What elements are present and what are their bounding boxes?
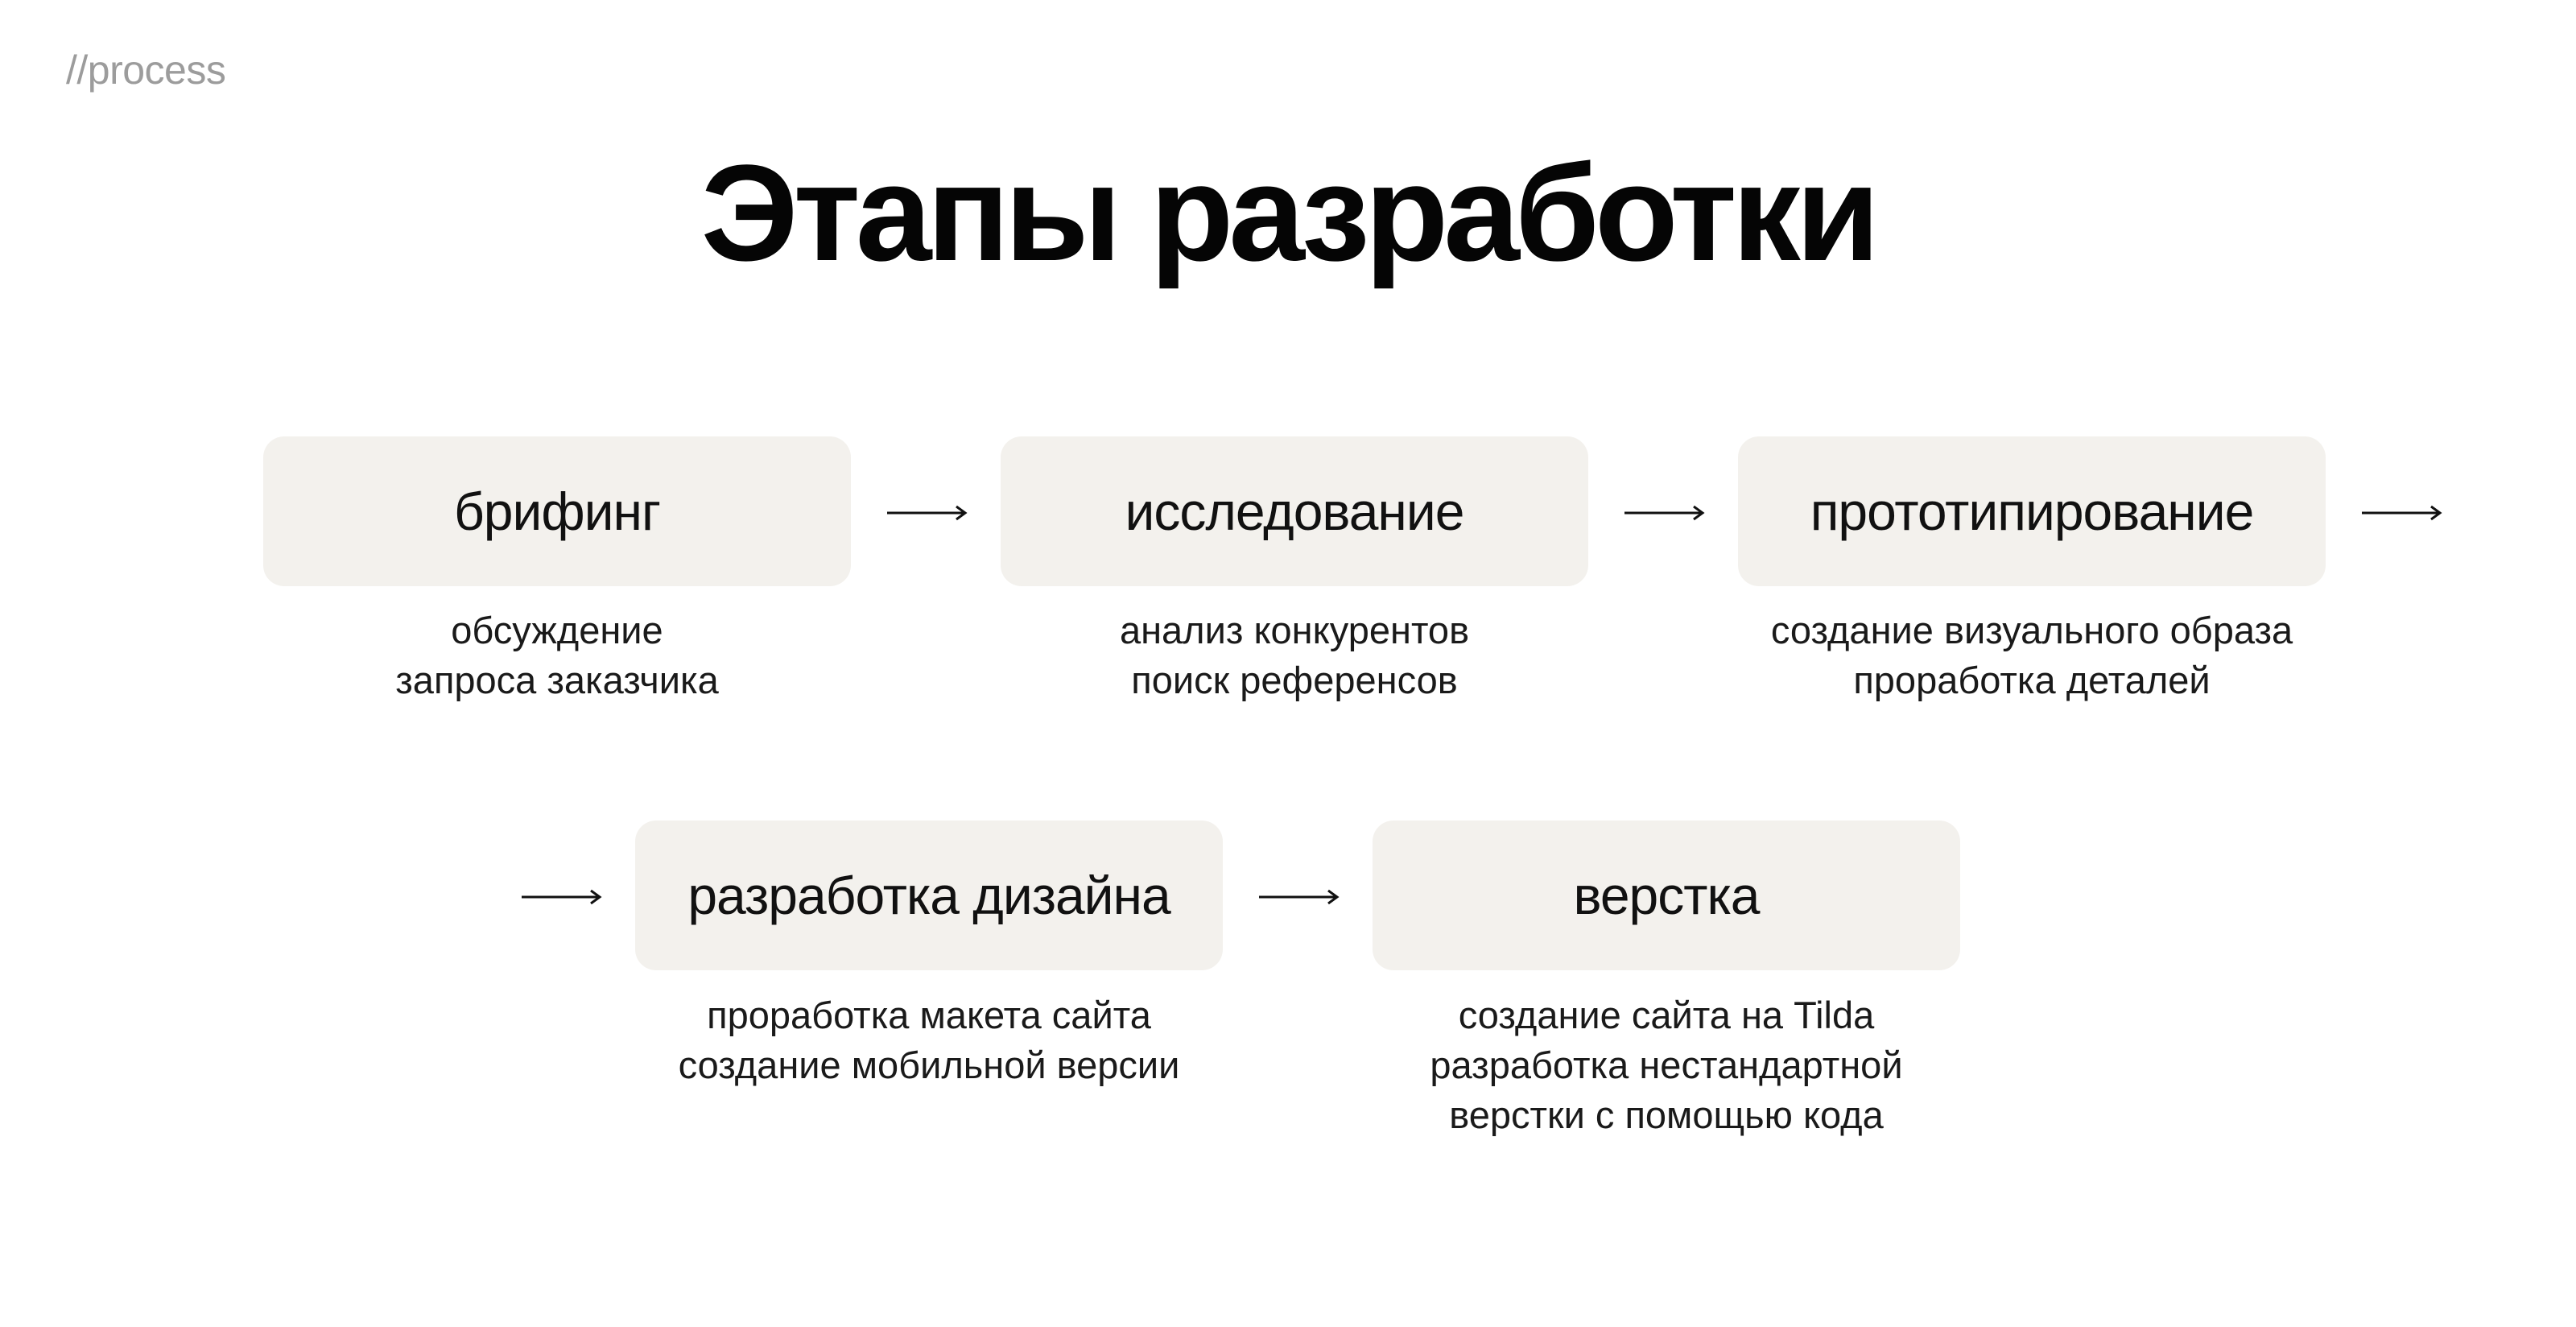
step-box-design — [635, 821, 1223, 970]
step-label: верстка — [1573, 866, 1760, 925]
step-box-briefing — [263, 436, 851, 586]
step-description-briefing — [263, 606, 851, 705]
long-right-arrow-icon — [887, 501, 968, 525]
step-description-line: анализ конкурентов — [1119, 609, 1470, 651]
step-description-design — [635, 990, 1223, 1090]
step-description-line: проработка деталей — [1853, 659, 2211, 701]
long-right-arrow-icon — [1259, 885, 1340, 909]
step-box-research — [1001, 436, 1588, 586]
step-box-prototyping — [1738, 436, 2326, 586]
step-description-prototyping — [1738, 606, 2326, 705]
page-title: Этапы разработки — [700, 137, 1876, 290]
step-label: брифинг — [453, 482, 661, 541]
step-description-research — [1001, 606, 1588, 705]
step-description-line: поиск референсов — [1131, 659, 1458, 701]
step-description-line: разработка нестандартной — [1430, 1044, 1903, 1086]
step-description-line: обсуждение — [451, 609, 663, 651]
long-right-arrow-icon — [522, 885, 602, 909]
section-tag: //process — [66, 48, 226, 93]
step-description-line: создание визуального образа — [1770, 609, 2293, 651]
step-label: разработка дизайна — [687, 866, 1170, 925]
step-label: исследование — [1125, 482, 1464, 541]
step-description-markup — [1373, 990, 1960, 1140]
long-right-arrow-icon — [2362, 501, 2442, 525]
step-label: прототипирование — [1810, 482, 2254, 541]
long-right-arrow-icon — [1624, 501, 1705, 525]
step-description-line: запроса заказчика — [395, 659, 719, 701]
step-description-line: верстки с помощью кода — [1449, 1093, 1884, 1136]
step-box-markup — [1373, 821, 1960, 970]
step-description-line: создание мобильной версии — [678, 1044, 1180, 1086]
step-description-line: создание сайта на Tilda — [1458, 994, 1875, 1036]
step-description-line: проработка макета сайта — [707, 994, 1151, 1036]
